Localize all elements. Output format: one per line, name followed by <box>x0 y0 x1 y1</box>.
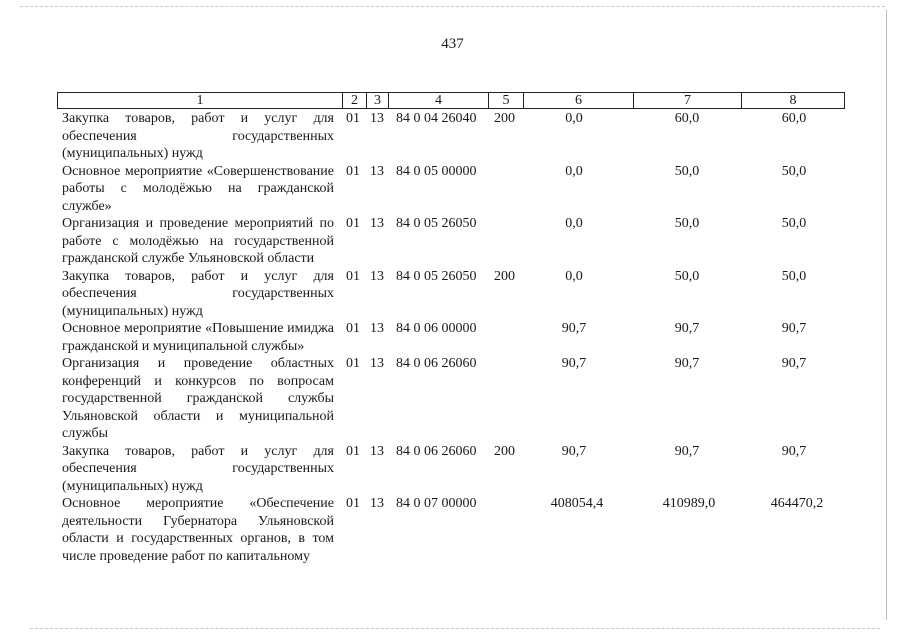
row-value-col6: 90,7 <box>561 356 587 371</box>
row-target-article: 84 0 06 26060 <box>396 356 477 371</box>
header-col-1: 1 <box>196 93 204 108</box>
row-value-col6: 0,0 <box>565 111 583 126</box>
row-value-col7: 90,7 <box>674 356 700 371</box>
row-target-article: 84 0 05 00000 <box>396 163 477 179</box>
row-value-col8: 60,0 <box>781 111 807 126</box>
row-value-col6: 408054,4 <box>550 496 604 511</box>
row-value-col7: 90,7 <box>674 321 700 336</box>
row-target-article: 84 0 05 26050 <box>396 216 477 231</box>
scan-bottom-edge <box>30 628 880 629</box>
row-value-col8: 90,7 <box>781 321 807 336</box>
table-row <box>62 268 842 321</box>
row-value-col8: 90,7 <box>781 443 807 459</box>
row-name: Основное мероприятие «Обеспечение деятельности Губернатора Ульяновской области и государственных органов, в том числе проведение работ по капитальному <box>62 496 334 564</box>
table-row <box>62 495 842 565</box>
row-expense-type: 200 <box>494 443 515 459</box>
row-name: Организация и проведение мероприятий по работе с молодёжью на государственной гражданской службе Ульяновской области <box>62 216 334 266</box>
row-name: Закупка товаров, работ и услуг для обеспечения государственных (муниципальных) нужд <box>62 268 334 319</box>
row-razdel: 01 <box>346 111 360 126</box>
row-value-col6: 90,7 <box>561 443 587 459</box>
header-col-6: 6 <box>523 93 633 108</box>
table-body <box>62 110 842 565</box>
row-razdel: 01 <box>346 163 360 179</box>
row-podrazdel: 13 <box>370 443 384 459</box>
table-row <box>62 163 842 216</box>
row-target-article: 84 0 04 26040 <box>396 111 477 126</box>
scan-top-edge <box>20 6 885 7</box>
scan-right-edge <box>886 10 887 620</box>
header-col-8: 8 <box>741 93 844 108</box>
row-value-col7: 410989,0 <box>662 496 716 511</box>
row-value-col6: 90,7 <box>561 321 587 336</box>
header-col-2: 2 <box>342 93 366 108</box>
header-col-5: 5 <box>488 93 523 108</box>
row-target-article: 84 0 06 26060 <box>396 443 477 459</box>
row-target-article: 84 0 05 26050 <box>396 268 477 284</box>
row-podrazdel: 13 <box>370 268 384 284</box>
row-expense-type: 200 <box>494 268 515 284</box>
row-podrazdel: 13 <box>370 216 384 231</box>
table-row <box>62 110 842 163</box>
row-value-col8: 90,7 <box>781 356 807 371</box>
row-expense-type: 200 <box>494 111 515 126</box>
table-row <box>62 443 842 496</box>
row-value-col7: 90,7 <box>674 443 700 459</box>
row-name: Основное мероприятие «Повышение имиджа гражданской и муниципальной службы» <box>62 321 334 354</box>
row-name: Основное мероприятие «Совершенствование работы с молодёжью на гражданской службе» <box>62 163 334 214</box>
row-value-col7: 50,0 <box>674 268 700 284</box>
table-row <box>62 320 842 355</box>
row-value-col6: 0,0 <box>565 163 583 179</box>
table-header <box>57 92 845 109</box>
row-name: Закупка товаров, работ и услуг для обеспечения государственных (муниципальных) нужд <box>62 443 334 494</box>
table-row <box>62 355 842 443</box>
row-value-col7: 50,0 <box>674 216 700 231</box>
row-name: Организация и проведение областных конференций и конкурсов по вопросам государственной гражданской службы Ульяновской области и муниципальной службы <box>62 356 334 441</box>
header-col-7: 7 <box>633 93 741 108</box>
row-razdel: 01 <box>346 216 360 231</box>
table-row <box>62 215 842 268</box>
page-number: 437 <box>441 36 464 52</box>
row-razdel: 01 <box>346 268 360 284</box>
row-podrazdel: 13 <box>370 321 384 336</box>
row-value-col6: 0,0 <box>565 216 583 231</box>
row-target-article: 84 0 06 00000 <box>396 321 477 336</box>
row-value-col8: 464470,2 <box>770 496 824 511</box>
row-razdel: 01 <box>346 321 360 336</box>
row-value-col8: 50,0 <box>781 163 807 179</box>
row-value-col7: 60,0 <box>674 111 700 126</box>
row-target-article: 84 0 07 00000 <box>396 496 477 511</box>
row-value-col8: 50,0 <box>781 268 807 284</box>
row-razdel: 01 <box>346 496 360 511</box>
row-name: Закупка товаров, работ и услуг для обеспечения государственных (муниципальных) нужд <box>62 111 334 161</box>
row-podrazdel: 13 <box>370 111 384 126</box>
row-podrazdel: 13 <box>370 356 384 371</box>
row-podrazdel: 13 <box>370 163 384 179</box>
row-razdel: 01 <box>346 443 360 459</box>
header-col-3: 3 <box>366 93 388 108</box>
header-col-4: 4 <box>388 93 488 108</box>
row-value-col6: 0,0 <box>565 268 583 284</box>
row-value-col8: 50,0 <box>781 216 807 231</box>
row-value-col7: 50,0 <box>674 163 700 179</box>
row-razdel: 01 <box>346 356 360 371</box>
row-podrazdel: 13 <box>370 496 384 511</box>
